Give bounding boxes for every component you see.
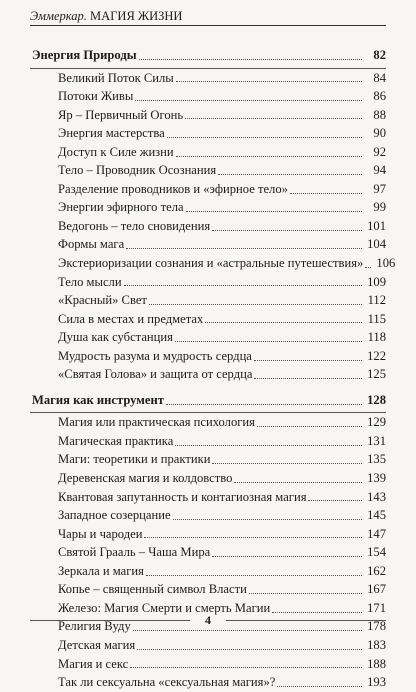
- toc-entry: [30, 673, 386, 692]
- dot-leader: [212, 556, 362, 557]
- header-author: Эммеркар.: [30, 9, 87, 23]
- toc-entry-page: 193: [367, 675, 386, 690]
- toc-entry-page: 125: [367, 367, 386, 382]
- toc-entry-label: Экстериоризации сознания и «астральные путешествия»: [58, 256, 364, 271]
- toc-entry: [30, 161, 386, 180]
- toc-entry-label: Зеркала и магия: [58, 563, 144, 578]
- toc-entry-page: 90: [373, 126, 386, 141]
- toc-entry: [30, 198, 386, 217]
- dot-leader: [133, 630, 362, 631]
- toc-entry-page: 86: [373, 89, 386, 104]
- toc-entry-label: Яр – Первичный Огонь: [58, 107, 184, 122]
- dot-leader: [176, 81, 362, 82]
- toc-entry-label: Великий Поток Силы: [58, 70, 174, 85]
- toc-entry-label: Чары и чародеи: [58, 526, 143, 541]
- toc-entry-page: 112: [367, 293, 386, 308]
- dot-leader: [218, 174, 362, 175]
- toc-entry-label: Магическая практика: [58, 433, 174, 448]
- dot-leader: [130, 667, 362, 668]
- toc-entry-label: Разделение проводников и «эфирное тело»: [58, 181, 288, 196]
- toc-entry-page: 118: [367, 330, 386, 345]
- toc-entry-page: 94: [373, 163, 386, 178]
- dot-leader: [254, 360, 362, 361]
- toc-entry: [30, 347, 386, 366]
- toc-entry: [30, 506, 386, 525]
- toc-entry-page: 188: [367, 656, 386, 671]
- section-title-label: Магия как инструмент: [32, 392, 164, 407]
- toc-entry-label: Религия Вуду: [58, 619, 131, 634]
- toc-entry-label: Ведогонь – тело сновидения: [58, 218, 211, 233]
- section-title: [30, 391, 386, 410]
- toc-entry-page: 88: [373, 107, 386, 122]
- toc-entry-page: 97: [373, 181, 386, 196]
- toc-entry-label: Тело мысли: [58, 274, 122, 289]
- toc-entry: [30, 235, 386, 254]
- running-header: [30, 8, 386, 26]
- dot-leader: [166, 404, 362, 405]
- toc-entry-label: Детская магия: [58, 637, 136, 652]
- section-title-label: Энергия Природы: [32, 48, 137, 62]
- toc-entry-label: «Красный» Свет: [58, 293, 147, 308]
- toc-entry-page: 84: [373, 70, 386, 85]
- toc-section: [30, 391, 386, 692]
- toc-entry: [30, 413, 386, 432]
- toc-entry-page: 154: [367, 545, 386, 560]
- page-number: 4: [205, 613, 211, 627]
- table-of-contents: [30, 46, 396, 692]
- dot-leader: [205, 322, 362, 323]
- toc-entry: [30, 580, 386, 599]
- toc-entry: [30, 636, 386, 655]
- toc-entry-page: 101: [367, 218, 386, 233]
- toc-entry-label: Мудрость разума и мудрость сердца: [58, 348, 252, 363]
- footer-rule-right: [226, 620, 386, 621]
- toc-entry-page: 178: [367, 619, 386, 634]
- dot-leader: [290, 193, 362, 194]
- toc-entry-label: Потоки Живы: [58, 89, 134, 104]
- toc-entry: [30, 106, 386, 125]
- toc-entry-label: «Святая Голова» и защита от сердца: [58, 367, 253, 382]
- toc-entry-label: Квантовая запутанность и контагиозная магия: [58, 489, 307, 504]
- toc-entry-page: 135: [367, 452, 386, 467]
- toc-entry: [30, 180, 386, 199]
- dot-leader: [254, 378, 362, 379]
- dot-leader: [277, 686, 362, 687]
- toc-entry-label: Сила в местах и предметах: [58, 311, 204, 326]
- toc-entry-page: 115: [367, 311, 386, 326]
- dot-leader: [135, 100, 362, 101]
- toc-entry: [30, 365, 386, 384]
- toc-entry: [30, 217, 386, 236]
- toc-entry-label: Святой Грааль – Чаша Мира: [58, 545, 211, 560]
- toc-entry-page: 109: [367, 274, 386, 289]
- toc-section: [30, 46, 396, 384]
- dot-leader: [124, 285, 362, 286]
- dot-leader: [308, 500, 362, 501]
- toc-entry-page: 167: [367, 582, 386, 597]
- toc-entry-page: 122: [367, 348, 386, 363]
- toc-entry: [30, 310, 386, 329]
- toc-entry: [30, 291, 386, 310]
- toc-entry-label: Магия и секс: [58, 656, 129, 671]
- toc-entry-label: Так ли сексуальна «сексуальная магия»?: [58, 675, 276, 690]
- dot-leader: [234, 482, 362, 483]
- toc-entry-page: 143: [367, 489, 386, 504]
- dot-leader: [146, 575, 362, 576]
- toc-entry: [30, 562, 386, 581]
- section-title-page: 82: [373, 48, 386, 62]
- header-title: МАГИЯ ЖИЗНИ: [90, 9, 183, 23]
- dot-leader: [149, 304, 362, 305]
- section-title: [30, 46, 386, 65]
- toc-entry-label: Доступ к Силе жизни: [58, 144, 174, 159]
- dot-leader: [186, 211, 362, 212]
- toc-entry-label: Тело – Проводник Осознания: [58, 163, 217, 178]
- toc-entry-page: 183: [367, 637, 386, 652]
- toc-entry: [30, 488, 386, 507]
- dot-leader: [249, 593, 362, 594]
- toc-entry: [30, 543, 386, 562]
- dot-leader: [175, 445, 362, 446]
- toc-entry-label: Западное созерцание: [58, 508, 171, 523]
- toc-entry-page: 92: [373, 144, 386, 159]
- dot-leader: [365, 267, 371, 268]
- dot-leader: [137, 649, 362, 650]
- dot-leader: [185, 118, 362, 119]
- toc-entry-label: Магия или практическая психология: [58, 415, 255, 430]
- toc-entry: [30, 525, 386, 544]
- dot-leader: [139, 59, 362, 60]
- toc-entry: [30, 469, 386, 488]
- toc-entry-page: 129: [367, 415, 386, 430]
- toc-entry-label: Формы мага: [58, 237, 125, 252]
- dot-leader: [212, 230, 362, 231]
- toc-entry-page: 147: [367, 526, 386, 541]
- dot-leader: [257, 426, 362, 427]
- toc-entry-page: 162: [367, 563, 386, 578]
- toc-entry-page: 106: [376, 256, 396, 271]
- toc-entry-label: Деревенская магия и колдовство: [58, 471, 233, 486]
- toc-entry-label: Душа как субстанция: [58, 330, 173, 345]
- toc-entry: [30, 254, 396, 273]
- toc-entry-label: Энергии эфирного тела: [58, 200, 184, 215]
- toc-entry: [30, 328, 386, 347]
- section-title-page: 128: [367, 392, 386, 407]
- dot-leader: [176, 156, 362, 157]
- toc-entry-page: 131: [367, 433, 386, 448]
- toc-entry-label: Энергия мастерства: [58, 126, 165, 141]
- toc-entry: [30, 124, 386, 143]
- toc-entry-page: 139: [367, 471, 386, 486]
- toc-entry-page: 99: [373, 200, 386, 215]
- page-footer: [30, 612, 386, 628]
- dot-leader: [126, 248, 362, 249]
- dot-leader: [212, 463, 362, 464]
- toc-entry: [30, 69, 386, 88]
- toc-entry-page: 145: [367, 508, 386, 523]
- toc-entry: [30, 273, 386, 292]
- toc-entry-label: Маги: теоретики и практики: [58, 452, 211, 467]
- toc-entry: [30, 432, 386, 451]
- toc-entry: [30, 655, 386, 674]
- toc-entry-label: Копье – священный символ Власти: [58, 582, 247, 597]
- toc-entry-page: 171: [367, 600, 386, 615]
- dot-leader: [144, 537, 362, 538]
- toc-entry: [30, 450, 386, 469]
- toc-entry: [30, 87, 386, 106]
- toc-entry: [30, 143, 386, 162]
- dot-leader: [175, 341, 362, 342]
- toc-entry-label: Железо: Магия Смерти и смерть Магии: [58, 600, 271, 615]
- dot-leader: [173, 519, 362, 520]
- dot-leader: [167, 137, 362, 138]
- toc-entry-page: 104: [367, 237, 386, 252]
